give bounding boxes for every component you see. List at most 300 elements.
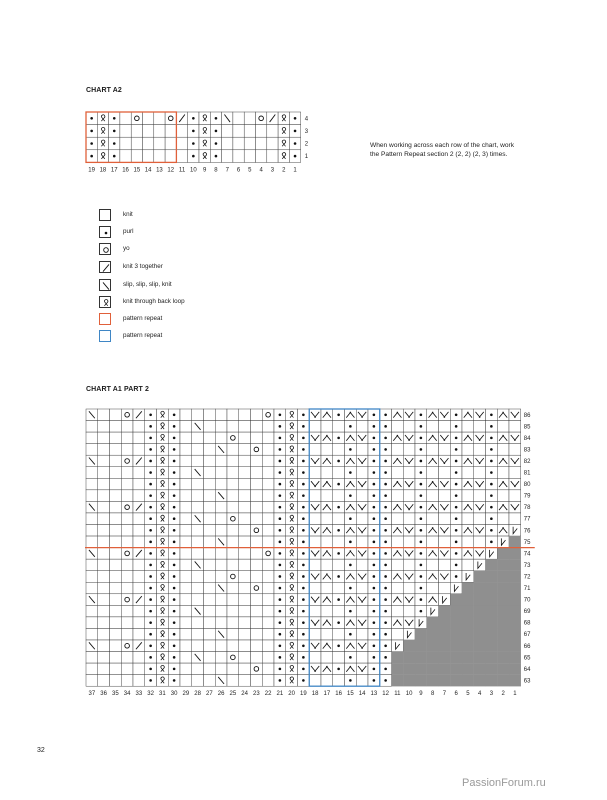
shaded-cell <box>509 617 521 629</box>
purl-symbol <box>490 437 493 440</box>
purl-symbol <box>337 506 340 509</box>
chart-cell <box>345 594 357 606</box>
chart-cell <box>262 525 274 537</box>
chart-cell <box>239 628 251 640</box>
purl-symbol <box>373 598 376 601</box>
chart-cell <box>180 640 192 652</box>
chart-cell <box>204 559 216 571</box>
chart-cell <box>462 455 474 467</box>
chart-cell <box>392 478 404 490</box>
purl-symbol <box>373 679 376 682</box>
purl-symbol <box>384 668 387 671</box>
chart-cell <box>474 455 486 467</box>
purl-symbol <box>455 564 458 567</box>
chart-cell <box>133 513 145 525</box>
chart-cell <box>497 525 509 537</box>
purl-symbol <box>420 517 423 520</box>
column-number: 32 <box>147 691 154 698</box>
chart-cell <box>321 467 333 479</box>
chart-cell <box>403 548 415 560</box>
shaded-cell <box>474 571 486 583</box>
purl-symbol <box>337 413 340 416</box>
purl-symbol <box>455 471 458 474</box>
legend-label: slip, slip, slip, knit <box>123 281 172 288</box>
purl-symbol <box>455 448 458 451</box>
purl-symbol <box>384 413 387 416</box>
purl-symbol <box>302 506 305 509</box>
chart-cell <box>239 536 251 548</box>
chart-cell <box>98 640 110 652</box>
row-number: 83 <box>523 447 531 454</box>
purl-symbol <box>373 621 376 624</box>
chart-cell <box>403 582 415 594</box>
purl-symbol <box>173 460 176 463</box>
chart-cell <box>110 421 122 433</box>
shaded-cell <box>450 675 462 687</box>
shaded-cell <box>462 594 474 606</box>
chart-cell <box>133 571 145 583</box>
chart-cell <box>356 571 368 583</box>
chart-cell <box>427 501 439 513</box>
purl-symbol <box>337 621 340 624</box>
chart-cell <box>227 444 239 456</box>
chart-cell <box>439 571 451 583</box>
column-number: 10 <box>405 691 413 698</box>
purl-symbol <box>302 564 305 567</box>
chart-cell <box>180 432 192 444</box>
purl-symbol <box>455 552 458 555</box>
purl-symbol <box>279 483 282 486</box>
chart-cell <box>321 628 333 640</box>
purl-symbol <box>349 425 352 428</box>
shaded-cell <box>462 663 474 675</box>
chart-cell <box>239 513 251 525</box>
chart-cell <box>321 663 333 675</box>
purl-symbol <box>373 587 376 590</box>
chart-cell <box>262 467 274 479</box>
chart-cell <box>439 559 451 571</box>
purl-symbol <box>373 471 376 474</box>
shaded-cell <box>509 652 521 664</box>
chart-cell <box>392 571 404 583</box>
purl-symbol <box>302 483 305 486</box>
column-number: 11 <box>394 691 401 698</box>
purl-symbol <box>149 425 152 428</box>
purl-symbol <box>373 483 376 486</box>
purl-symbol <box>420 529 423 532</box>
purl-symbol <box>349 610 352 613</box>
chart-cell <box>192 571 204 583</box>
chart-cell <box>227 501 239 513</box>
chart-cell <box>133 605 145 617</box>
chart-cell <box>110 594 122 606</box>
chart-cell <box>356 513 368 525</box>
purl-symbol <box>279 644 282 647</box>
chart-cell <box>345 501 357 513</box>
purl-symbol <box>384 587 387 590</box>
shaded-cell <box>497 571 509 583</box>
shaded-cell <box>392 675 404 687</box>
chart-cell <box>439 467 451 479</box>
purl-symbol <box>490 448 493 451</box>
column-number: 12 <box>167 167 175 174</box>
chart-cell <box>227 467 239 479</box>
chart-cell <box>403 571 415 583</box>
chart-cell <box>180 548 192 560</box>
chart-cell <box>474 536 486 548</box>
chart-cell <box>262 409 274 421</box>
chart-cell <box>251 421 263 433</box>
row-number: 65 <box>523 655 531 662</box>
chart-cell <box>251 478 263 490</box>
purl-symbol <box>302 610 305 613</box>
chart-cell <box>227 548 239 560</box>
purl-symbol <box>384 575 387 578</box>
purl-symbol <box>302 656 305 659</box>
purl-symbol <box>173 621 176 624</box>
chart-cell <box>192 444 204 456</box>
purl-symbol <box>173 413 176 416</box>
purl-symbol <box>173 598 176 601</box>
chart-cell <box>98 478 110 490</box>
purl-symbol <box>279 517 282 520</box>
purl-symbol <box>384 633 387 636</box>
purl-symbol <box>173 679 176 682</box>
legend-label: pattern repeat <box>123 332 163 339</box>
chart-cell <box>356 559 368 571</box>
chart-cell <box>462 559 474 571</box>
row-number: 1 <box>304 154 309 161</box>
chart-cell <box>309 432 321 444</box>
chart-cell <box>204 455 216 467</box>
purl-symbol <box>384 529 387 532</box>
chart-cell <box>333 513 345 525</box>
chart-cell <box>192 640 204 652</box>
purl-symbol <box>149 598 152 601</box>
chart-cell <box>345 617 357 629</box>
purl-symbol <box>149 633 152 636</box>
chart-cell <box>392 513 404 525</box>
shaded-cell <box>474 628 486 640</box>
chart-cell <box>110 628 122 640</box>
purl-symbol <box>349 679 352 682</box>
chart-cell <box>86 571 98 583</box>
watermark: PassionForum.ru <box>462 777 546 789</box>
chart-cell <box>110 536 122 548</box>
chart-a2-note: When working across each row of the chart, work the Pattern Repeat section 2 (2, 2) (2, 3) times. <box>370 142 515 158</box>
chart-cell <box>450 582 462 594</box>
chart-cell <box>133 444 145 456</box>
chart-cell <box>251 467 263 479</box>
chart-cell <box>98 525 110 537</box>
chart-cell <box>239 525 251 537</box>
chart-cell <box>86 605 98 617</box>
chart-cell <box>98 409 110 421</box>
column-number: 3 <box>270 167 275 174</box>
purl-symbol <box>420 471 423 474</box>
chart-cell <box>403 628 415 640</box>
purl-symbol <box>279 448 282 451</box>
chart-cell <box>333 675 345 687</box>
purl-symbol <box>373 517 376 520</box>
purl-symbol <box>373 564 376 567</box>
purl-symbol <box>490 517 493 520</box>
chart-cell <box>509 444 521 456</box>
row-number: 3 <box>304 128 309 135</box>
chart-cell <box>497 467 509 479</box>
purl-symbol <box>337 668 340 671</box>
chart-cell <box>427 478 439 490</box>
chart-cell <box>204 525 216 537</box>
shaded-cell <box>415 628 427 640</box>
chart-cell <box>251 455 263 467</box>
purl-symbol <box>302 437 305 440</box>
chart-cell <box>239 640 251 652</box>
chart-cell <box>204 663 216 675</box>
shaded-cell <box>497 548 509 560</box>
chart-cell <box>227 478 239 490</box>
purl-symbol <box>373 494 376 497</box>
purl-symbol <box>302 598 305 601</box>
chart-cell <box>392 421 404 433</box>
chart-cell <box>321 525 333 537</box>
chart-cell <box>180 501 192 513</box>
chart-cell <box>204 594 216 606</box>
chart-cell <box>497 501 509 513</box>
legend-label: purl <box>123 228 134 235</box>
shaded-cell <box>415 663 427 675</box>
shaded-cell <box>439 675 451 687</box>
chart-cell <box>239 582 251 594</box>
shaded-cell <box>497 582 509 594</box>
chart-cell <box>427 455 439 467</box>
shaded-cell <box>474 663 486 675</box>
chart-cell <box>262 559 274 571</box>
chart-cell <box>462 467 474 479</box>
purl-symbol <box>149 437 152 440</box>
chart-cell <box>251 525 263 537</box>
chart-cell <box>392 605 404 617</box>
chart-cell <box>474 548 486 560</box>
chart-cell <box>345 571 357 583</box>
row-number: 63 <box>523 678 531 685</box>
purl-symbol <box>173 575 176 578</box>
chart-cell <box>474 490 486 502</box>
chart-cell <box>98 663 110 675</box>
chart-cell <box>180 478 192 490</box>
chart-cell <box>251 513 263 525</box>
chart-cell <box>333 444 345 456</box>
purl-symbol <box>420 564 423 567</box>
purl-symbol <box>384 541 387 544</box>
purl-symbol <box>173 541 176 544</box>
purl-symbol <box>149 448 152 451</box>
chart-cell <box>462 478 474 490</box>
chart-cell <box>204 548 216 560</box>
chart-cell <box>392 536 404 548</box>
column-number: 10 <box>190 167 197 174</box>
chart-cell <box>309 409 321 421</box>
chart-cell <box>133 628 145 640</box>
column-number: 11 <box>178 167 186 174</box>
chart-cell <box>309 421 321 433</box>
chart-cell <box>192 663 204 675</box>
shaded-cell <box>462 675 474 687</box>
purl-symbol <box>384 610 387 613</box>
purl-symbol <box>349 564 352 567</box>
chart-cell <box>321 513 333 525</box>
chart-cell <box>309 536 321 548</box>
purl-symbol <box>420 598 423 601</box>
chart-cell <box>356 640 368 652</box>
chart-cell <box>133 617 145 629</box>
chart-cell <box>98 559 110 571</box>
shaded-cell <box>403 652 415 664</box>
purl-symbol <box>490 529 493 532</box>
shaded-cell <box>450 663 462 675</box>
chart-cell <box>345 525 357 537</box>
purl-symbol <box>149 529 152 532</box>
purl-symbol <box>302 529 305 532</box>
chart-cell <box>133 421 145 433</box>
purl-symbol <box>455 506 458 509</box>
chart-cell <box>239 421 251 433</box>
shaded-cell <box>450 628 462 640</box>
column-number: 17 <box>110 167 118 174</box>
chart-cell <box>462 490 474 502</box>
chart-cell <box>309 582 321 594</box>
chart-cell <box>110 548 122 560</box>
chart-cell <box>192 501 204 513</box>
chart-cell <box>321 501 333 513</box>
purl-symbol <box>455 460 458 463</box>
chart-cell <box>192 490 204 502</box>
chart-cell <box>251 409 263 421</box>
chart-cell <box>86 432 98 444</box>
purl-symbol <box>149 656 152 659</box>
purl-symbol <box>455 425 458 428</box>
chart-cell <box>121 444 133 456</box>
purl-symbol <box>420 413 423 416</box>
purl-symbol <box>173 656 176 659</box>
chart-cell <box>333 559 345 571</box>
chart-cell <box>227 559 239 571</box>
purl-symbol <box>455 437 458 440</box>
chart-cell <box>121 675 133 687</box>
chart-cell <box>309 663 321 675</box>
chart-cell <box>98 571 110 583</box>
chart-cell <box>262 478 274 490</box>
chart-cell <box>86 536 98 548</box>
chart-cell <box>439 548 451 560</box>
chart-cell <box>251 663 263 675</box>
chart-cell <box>133 525 145 537</box>
chart-cell <box>86 652 98 664</box>
chart-cell <box>98 652 110 664</box>
shaded-cell <box>486 605 498 617</box>
shaded-cell <box>509 536 521 548</box>
chart-cell <box>321 605 333 617</box>
chart-cell <box>251 571 263 583</box>
chart-cell <box>321 432 333 444</box>
chart-cell <box>392 490 404 502</box>
chart-cell <box>262 594 274 606</box>
chart-cell <box>121 409 133 421</box>
chart-cell <box>474 478 486 490</box>
purl-symbol <box>149 506 152 509</box>
legend-label: knit 3 together <box>123 263 163 270</box>
chart-cell <box>98 432 110 444</box>
row-number: 85 <box>523 424 531 431</box>
row-number: 79 <box>523 493 531 500</box>
chart-cell <box>262 501 274 513</box>
chart-cell <box>110 467 122 479</box>
shaded-cell <box>462 628 474 640</box>
chart-cell <box>180 559 192 571</box>
purl-symbol <box>384 564 387 567</box>
chart-cell <box>227 640 239 652</box>
chart-cell <box>392 444 404 456</box>
chart-cell <box>110 513 122 525</box>
chart-cell <box>321 421 333 433</box>
chart-cell <box>227 571 239 583</box>
chart-cell <box>180 536 192 548</box>
chart-cell <box>356 467 368 479</box>
purl-symbol <box>279 656 282 659</box>
chart-cell <box>509 478 521 490</box>
chart-cell <box>110 432 122 444</box>
chart-cell <box>121 605 133 617</box>
chart-cell <box>509 467 521 479</box>
chart-cell <box>497 409 509 421</box>
purl-symbol <box>173 494 176 497</box>
chart-cell <box>204 409 216 421</box>
chart-cell <box>321 640 333 652</box>
chart-cell <box>98 444 110 456</box>
chart-cell <box>403 467 415 479</box>
chart-cell <box>98 548 110 560</box>
chart-cell <box>227 594 239 606</box>
chart-cell <box>392 467 404 479</box>
purl-symbol <box>302 460 305 463</box>
chart-cell <box>462 571 474 583</box>
purl-symbol <box>302 425 305 428</box>
shaded-cell <box>509 559 521 571</box>
purl-symbol <box>149 460 152 463</box>
chart-cell <box>333 605 345 617</box>
chart-cell <box>497 490 509 502</box>
chart-cell <box>356 605 368 617</box>
purl-symbol <box>302 552 305 555</box>
chart-cell <box>403 409 415 421</box>
purl-symbol <box>420 437 423 440</box>
chart-cell <box>180 409 192 421</box>
purl-symbol <box>302 517 305 520</box>
chart-cell <box>239 617 251 629</box>
purl-symbol <box>420 587 423 590</box>
row-number: 82 <box>523 458 531 465</box>
chart-cell <box>86 617 98 629</box>
purl-symbol <box>349 448 352 451</box>
chart-cell <box>474 421 486 433</box>
purl-symbol <box>373 541 376 544</box>
chart-cell <box>86 421 98 433</box>
column-number: 1 <box>293 167 297 174</box>
purl-symbol <box>384 656 387 659</box>
chart-cell <box>204 582 216 594</box>
chart-cell <box>321 617 333 629</box>
chart-cell <box>262 490 274 502</box>
